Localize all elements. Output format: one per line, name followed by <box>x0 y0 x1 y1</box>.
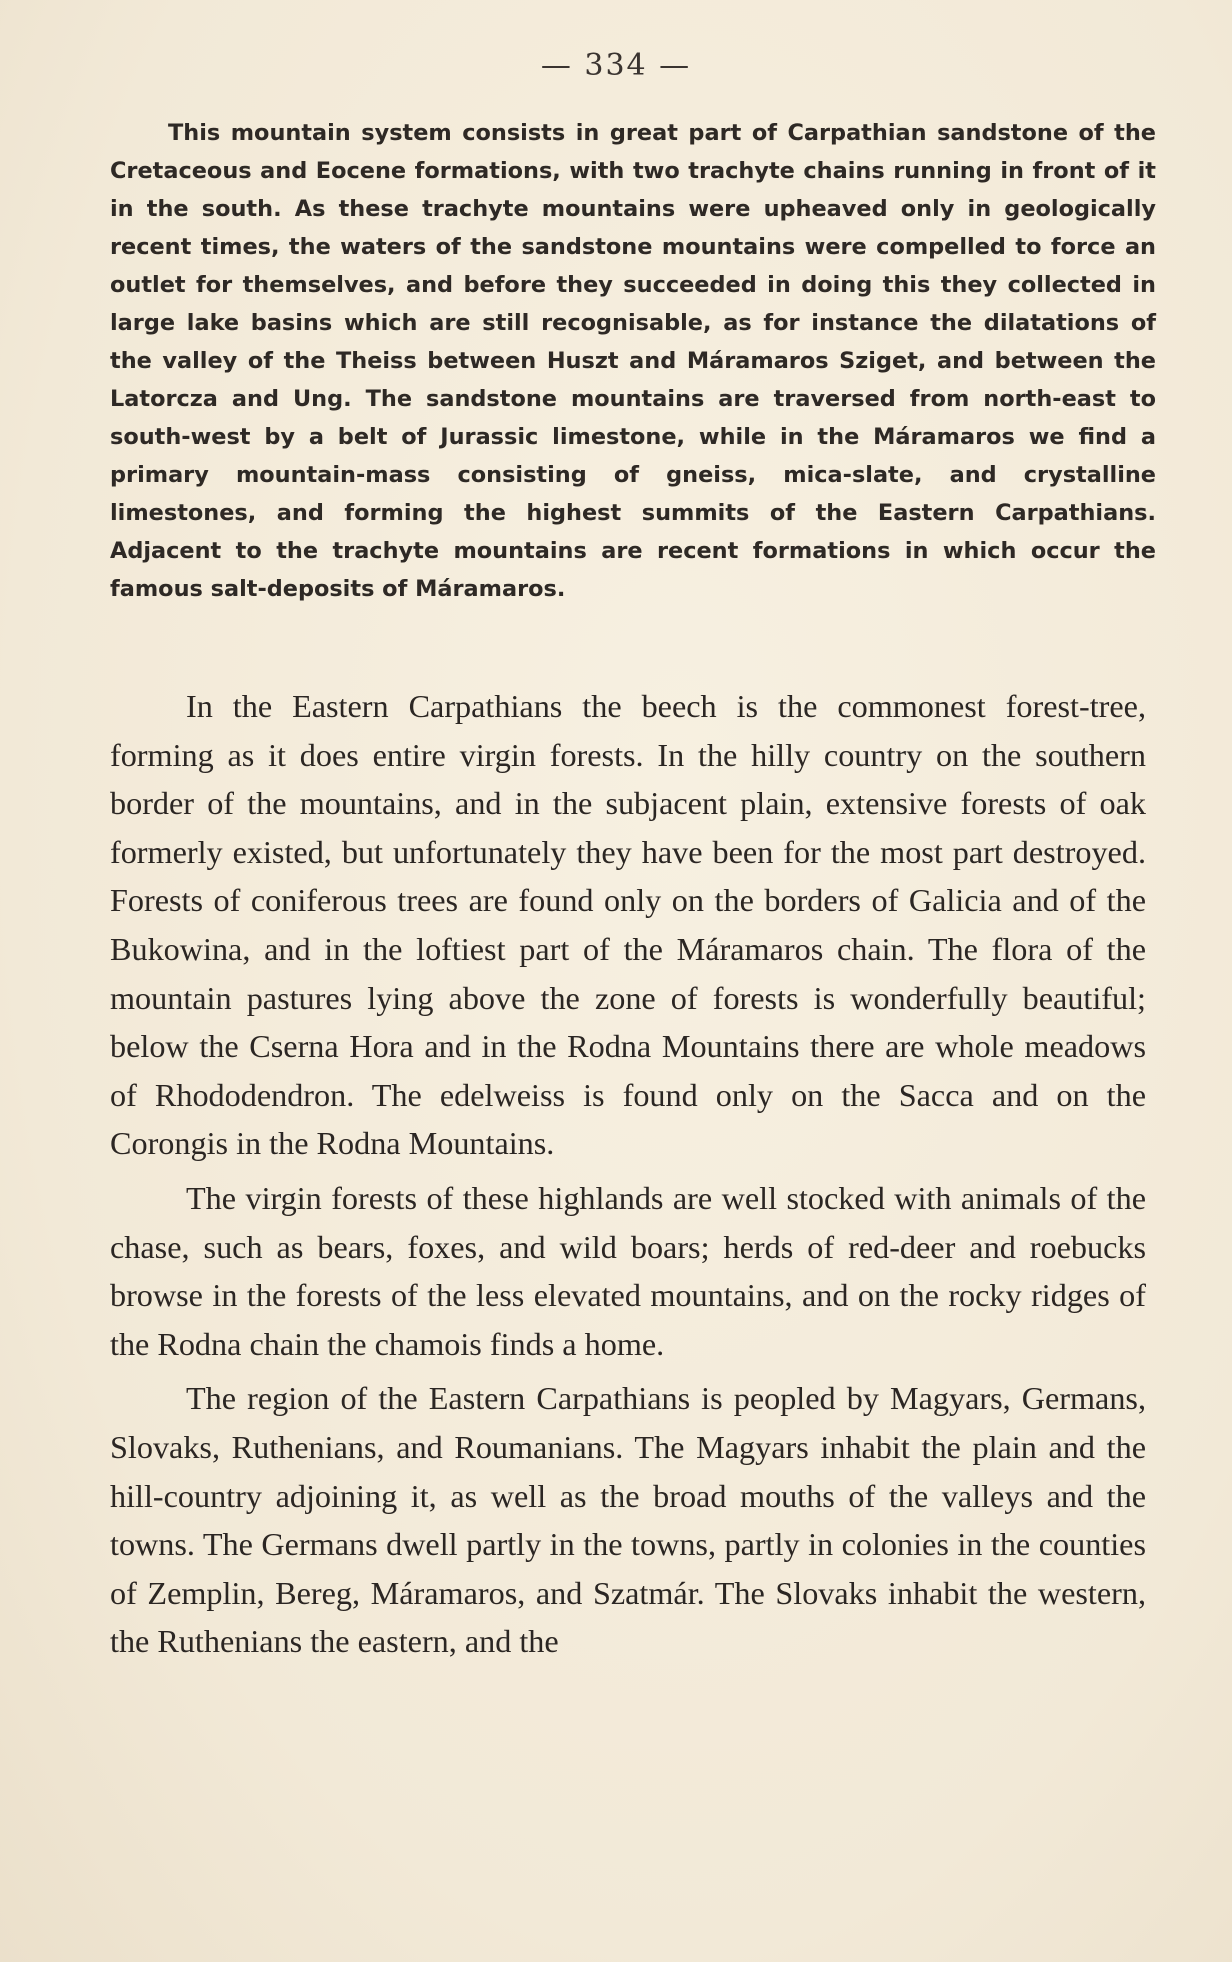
main-text <box>110 682 1146 1672</box>
intro-small-print <box>110 114 1156 608</box>
intro-paragraph: This mountain system consists in great part of Carpathian sandstone of the Cretaceous and Eocene formations, with two trachyte chains running in front of it in the south. As these trachyte mountains were upheaved only in geologically recent times, the waters of the sandstone mountains were compelled to force an outlet for themselves, and before they succeeded in doing this they collected in large lake basins which are still recognisable, as for instance the dilatations of the valley of the Theiss between Huszt and Máramaros Sziget, and between the Latorcza and Ung. The sandstone mountains are traversed from north-east to south-west by a belt of Jurassic limestone, while in the Máramaros we find a primary mountain-mass consisting of gneiss, mica-slate, and crystalline limestones, and forming the highest summits of the Eastern Carpathians. Adjacent to the trachyte mountains are recent formations in which occur the famous salt-deposits of Máramaros. <box>110 120 1156 602</box>
paragraph-peoples: The region of the Eastern Carpathians is peopled by Magyars, Germans, Slovaks, Ruthenians, and Roumanians. The Magyars inhabit the plain and the hill-country adjoining it, as well as the broad mouths of the valleys and the towns. The Germans dwell partly in the towns, partly in colonies in the counties of Zemplin, Bereg, Máramaros, and Szatmár. The Slovaks inhabit the western, the Ruthenians the eastern, and the <box>110 1380 1146 1660</box>
paragraph-flora: In the Eastern Carpathians the beech is the commonest forest-tree, forming as it does entire virgin forests. In the hilly country on the southern border of the mountains, and in the subjacent plain, extensive forests of oak formerly existed, but unfortunately they have been for the most part destroyed. Forests of coniferous trees are found only on the borders of Galicia and of the Bukowina, and in the loftiest part of the Máramaros chain. The flora of the mountain pastures lying above the zone of forests is wonderfully beautiful; below the Cserna Hora and in the Rodna Mountains there are whole meadows of Rhododendron. The edelweiss is found only on the Sacca and on the Corongis in the Rodna Mountains. <box>110 688 1146 1162</box>
page-number: — 334 — <box>540 48 692 83</box>
paragraph-fauna: The virgin forests of these highlands are well stocked with animals of the chase, such as bears, foxes, and wild boars; herds of red-deer and roebucks browse in the forests of the less elevated mountains, and on the rocky ridges of the Rodna chain the chamois finds a home. <box>110 1179 1146 1362</box>
